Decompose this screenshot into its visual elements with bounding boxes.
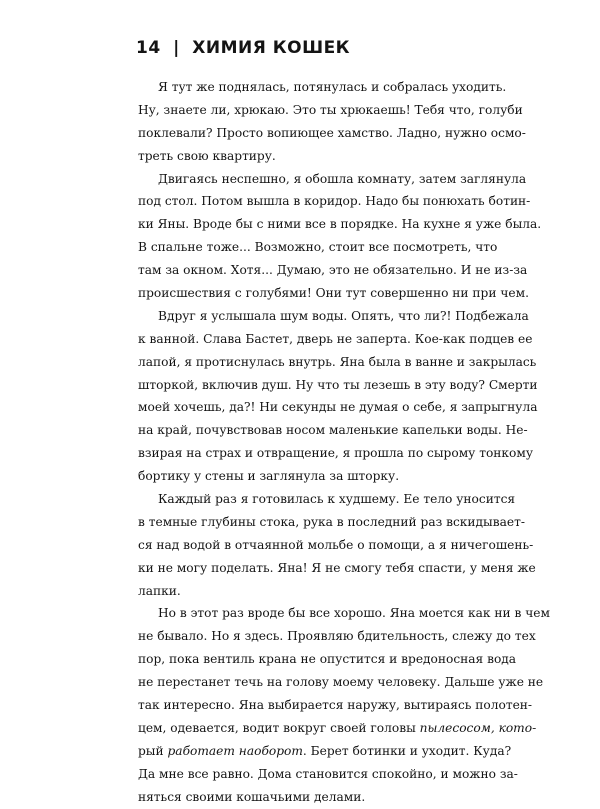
text-line: происшествия с голубями! Они тут совершенно ни при чем. bbox=[138, 286, 529, 301]
text-line: Да мне все равно. Дома становится спокойно, и можно за- bbox=[138, 766, 518, 781]
text-line: ки Яны. Вроде бы с ними все в порядке. На кухне я уже была. bbox=[138, 217, 542, 232]
text-line: Двигаясь неспешно, я обошла комнату, затем заглянула bbox=[158, 171, 527, 186]
body-text bbox=[138, 76, 550, 809]
text-segment: . Берет ботинки и уходит. Куда? bbox=[302, 743, 512, 758]
text-line: лапой, я протиснулась внутрь. Яна была в ванне и закрылась bbox=[138, 354, 537, 369]
text-line-mixed bbox=[138, 717, 537, 740]
text-line: треть свою квартиру. bbox=[138, 148, 276, 163]
text-line: ся над водой в отчаянной мольбе о помощи, а я ничегошень- bbox=[138, 537, 534, 552]
text-line: бортику у стены и заглянула за шторку. bbox=[138, 469, 400, 484]
text-line: не перестанет течь на голову моему человеку. Дальше уже не bbox=[138, 675, 544, 690]
italic-text: пылесосом, кото- bbox=[419, 720, 537, 735]
text-line: Но в этот раз вроде бы все хорошо. Яна моется как ни в чем bbox=[158, 606, 550, 621]
text-segment: цем, одевается, водит вокруг своей головы bbox=[138, 720, 416, 735]
header-separator: | bbox=[173, 38, 180, 58]
text-line: не бывало. Но я здесь. Проявляю бдительность, слежу до тех bbox=[138, 629, 536, 644]
text-line: там за окном. Хотя... Думаю, это не обязательно. И не из-за bbox=[138, 263, 528, 278]
text-line: взирая на страх и отвращение, я прошла по сырому тонкому bbox=[138, 446, 534, 461]
text-line: так интересно. Яна выбирается наружу, вытираясь полотен- bbox=[138, 698, 533, 713]
text-segment: рый bbox=[138, 743, 164, 758]
text-line: В спальне тоже... Возможно, стоит все посмотреть, что bbox=[138, 240, 498, 255]
running-header bbox=[136, 38, 350, 58]
text-line: лапки. bbox=[138, 583, 181, 598]
text-line: Каждый раз я готовилась к худшему. Ее тело уносится bbox=[158, 492, 516, 507]
book-title: ХИМИЯ КОШЕК bbox=[192, 38, 351, 58]
text-line: няться своими кошачьими делами. bbox=[138, 789, 366, 804]
text-line-mixed bbox=[138, 740, 512, 763]
text-line: поклевали? Просто вопиющее хамство. Ладно, нужно осмо- bbox=[138, 125, 526, 140]
text-line: ки не могу поделать. Яна! Я не смогу тебя спасти, у меня же bbox=[138, 560, 536, 575]
text-line: Вдруг я услышала шум воды. Опять, что ли?! Подбежала bbox=[158, 308, 529, 323]
page-number: 14 bbox=[136, 38, 161, 58]
text-line: шторкой, включив душ. Ну что ты лезешь в эту воду? Смерти bbox=[138, 377, 538, 392]
text-line: под стол. Потом вышла в коридор. Надо бы понюхать ботин- bbox=[138, 194, 531, 209]
italic-text: работает наоборот bbox=[167, 743, 303, 758]
text-line: Я тут же поднялась, потянулась и собралась уходить. bbox=[158, 80, 507, 94]
text-line: на край, почувствовав носом маленькие капельки воды. Не- bbox=[138, 423, 528, 438]
text-line: моей хочешь, да?! Ни секунды не думая о себе, я запрыгнула bbox=[138, 400, 538, 415]
text-line: Ну, знаете ли, хрюкаю. Это ты хрюкаешь! Тебя что, голуби bbox=[138, 102, 523, 117]
text-line: к ванной. Слава Бастет, дверь не заперта. Кое-как подцев ее bbox=[138, 331, 533, 346]
text-line: пор, пока вентиль крана не опустится и вредоносная вода bbox=[138, 652, 517, 667]
text-line: в темные глубины стока, рука в последний раз вскидывает- bbox=[138, 514, 525, 529]
